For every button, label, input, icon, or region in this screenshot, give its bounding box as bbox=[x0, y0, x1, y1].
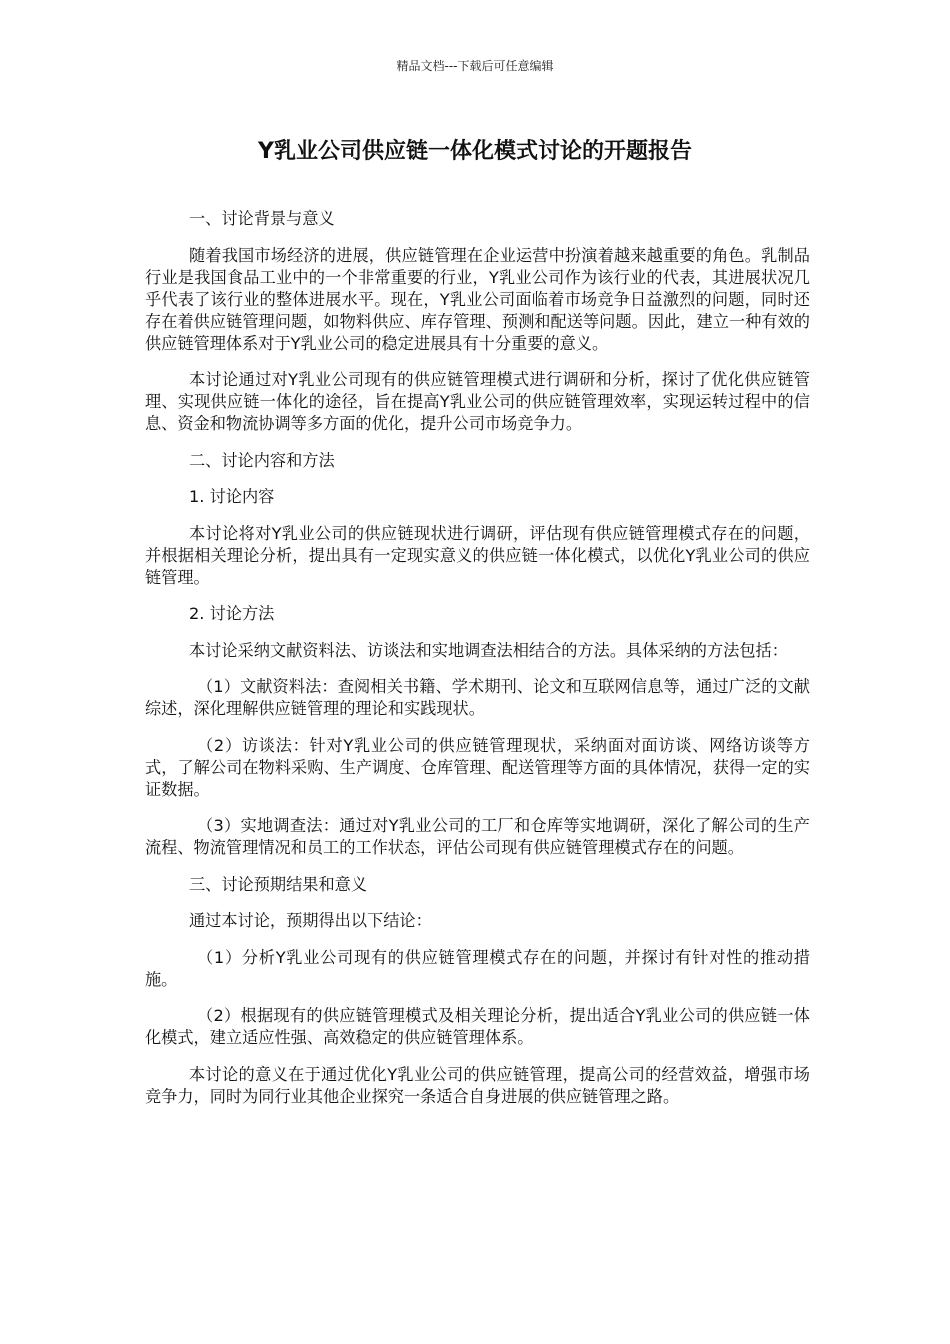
page-header: 精品文档---下载后可任意编辑 bbox=[396, 59, 554, 73]
list-item: （2）根据现有的供应链管理模式及相关理论分析，提出适合Y乳业公司的供应链一体化模式，建立适应性强、高效稳定的供应链管理体系。 bbox=[145, 1006, 810, 1047]
document-title: Y乳业公司供应链一体化模式讨论的开题报告 bbox=[258, 139, 692, 164]
section-heading-content-method: 二、讨论内容和方法 bbox=[189, 450, 335, 470]
document-body bbox=[145, 208, 810, 1122]
paragraph: 本讨论通过对Y乳业公司现有的供应链管理模式进行调研和分析，探讨了优化供应链管理、实现供应链一体化的途径，旨在提高Y乳业公司的供应链管理效率，实现运转过程中的信息、资金和物流协调等多方面的优化，提升公司市场竞争力。 bbox=[145, 370, 810, 433]
paragraph: 本讨论采纳文献资料法、访谈法和实地调查法相结合的方法。具体采纳的方法包括： bbox=[189, 640, 788, 660]
paragraph: 随着我国市场经济的进展，供应链管理在企业运营中扮演着越来越重要的角色。乳制品行业是我国食品工业中的一个非常重要的行业，Y乳业公司作为该行业的代表，其进展状况几乎代表了该行业的整体进展水平。现在，Y乳业公司面临着市场竞争日益激烈的问题，同时还存在着供应链管理问题，如物料供应、库存管理、预测和配送等问题。因此，建立一种有效的供应链管理体系对于Y乳业公司的稳定进展具有十分重要的意义。 bbox=[145, 245, 810, 353]
paragraph: 本讨论将对Y乳业公司的供应链现状进行调研，评估现有供应链管理模式存在的问题，并根据相关理论分析，提出具有一定现实意义的供应链一体化模式，以优化Y乳业公司的供应链管理。 bbox=[145, 523, 810, 587]
list-item: （1）文献资料法：查阅相关书籍、学术期刊、论文和互联网信息等，通过广泛的文献综述，深化理解供应链管理的理论和实践现状。 bbox=[145, 677, 810, 718]
list-item: （2）访谈法：针对Y乳业公司的供应链管理现状，采纳面对面访谈、网络访谈等方式，了解公司在物料采购、生产调度、仓库管理、配送管理等方面的具体情况，获得一定的实证数据。 bbox=[145, 735, 810, 799]
section-heading-background: 一、讨论背景与意义 bbox=[189, 209, 335, 228]
paragraph: 通过本讨论，预期得出以下结论： bbox=[189, 911, 432, 930]
paragraph: 本讨论的意义在于通过优化Y乳业公司的供应链管理，提高公司的经营效益，增强市场竞争力，同时为同行业其他企业探究一条适合自身进展的供应链管理之路。 bbox=[145, 1064, 810, 1106]
list-item: （1）分析Y乳业公司现有的供应链管理模式存在的问题，并探讨有针对性的推动措施。 bbox=[145, 947, 810, 989]
subheading-content: 1. 讨论内容 bbox=[189, 487, 275, 506]
subheading-method: 2. 讨论方法 bbox=[189, 604, 275, 623]
list-item: （3）实地调查法：通过对Y乳业公司的工厂和仓库等实地调研，深化了解公司的生产流程、物流管理情况和员工的工作状态，评估公司现有供应链管理模式存在的问题。 bbox=[145, 816, 810, 857]
section-heading-expected-results: 三、讨论预期结果和意义 bbox=[189, 874, 368, 894]
